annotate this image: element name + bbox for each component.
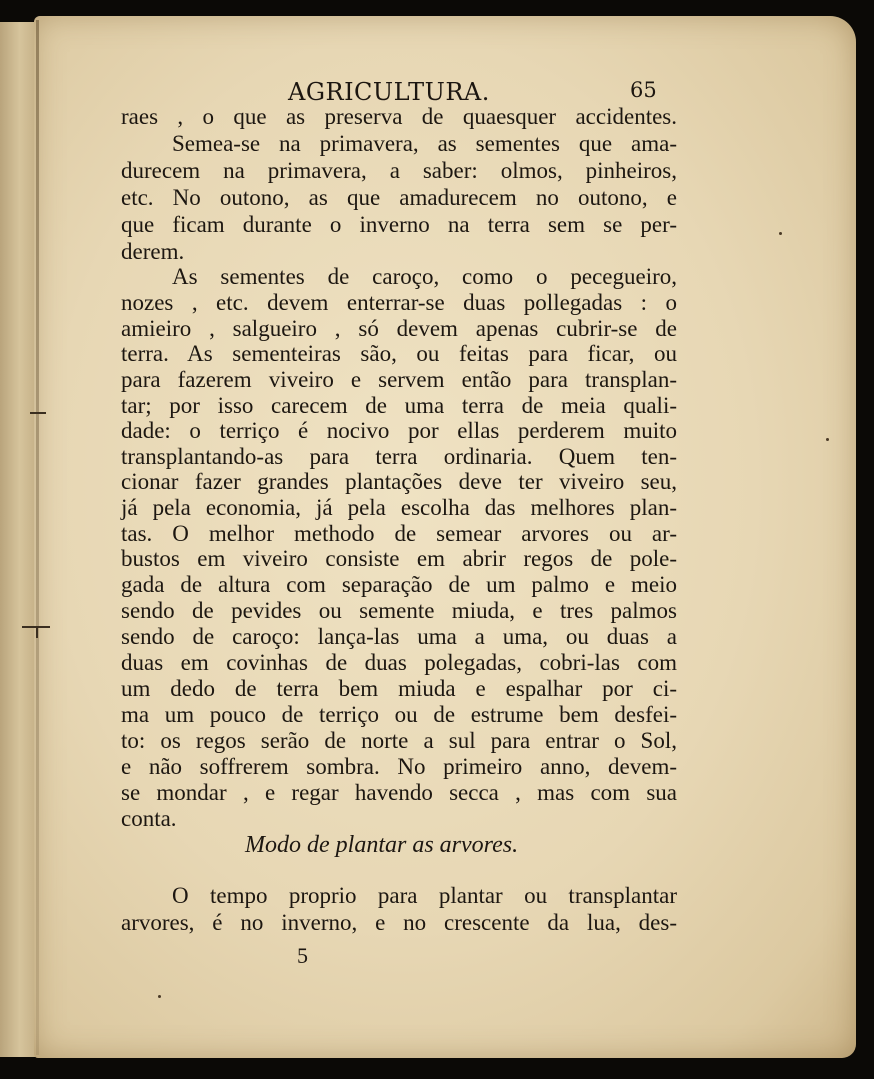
text-line: amieiro , salgueiro , só devem apenas cubrir-se de — [121, 316, 677, 341]
paper-speck — [158, 995, 161, 998]
text-line: dade: o terriço é nocivo por ellas perderem muito — [121, 418, 677, 443]
text-line: já pela economia, já pela escolha das melhores plan- — [121, 495, 677, 520]
paper-speck — [826, 438, 829, 441]
text-line: bustos em viveiro consiste em abrir regos de pole- — [121, 546, 677, 571]
text-line: um dedo de terra bem miuda e espalhar por ci- — [121, 676, 677, 701]
facing-page-edge — [0, 22, 37, 1057]
text-line: derem. — [121, 239, 185, 264]
section-heading: Modo de plantar as arvores. — [245, 832, 519, 858]
text-line: tar; por isso carecem de uma terra de meia quali- — [121, 393, 677, 418]
text-line: to: os regos serão de norte a sul para entrar o Sol, — [121, 728, 677, 753]
text-run: para fazerem viveiro e servem então para transplan- — [121, 367, 677, 392]
text-line: que ficam durante o inverno na terra sem se per- — [121, 212, 677, 237]
margin-mark — [30, 412, 46, 414]
text-line: duas em covinhas de duas polegadas, cobri-las com — [121, 650, 677, 675]
text-line: se mondar , e regar havendo secca , mas com sua — [121, 780, 677, 805]
text-line: conta. — [121, 806, 177, 831]
binding-fold — [36, 20, 39, 1055]
text-line: nozes , etc. devem enterrar-se duas pollegadas : o — [121, 290, 677, 315]
running-title: AGRICULTURA. — [288, 78, 490, 106]
text-line: etc. No outono, as que amadurecem no outono, e — [121, 185, 677, 210]
text-line: durecem na primavera, a saber: olmos, pinheiros, — [121, 158, 677, 183]
text-line: ma um pouco de terriço ou de estrume bem desfei- — [121, 702, 677, 727]
text-line: tas. O melhor methodo de semear arvores ou ar- — [121, 521, 677, 546]
text-line: arvores, é no inverno, e no crescente da lua, des- — [121, 910, 677, 935]
text-line: sendo de caroço: lança-las uma a uma, ou duas a — [121, 624, 677, 649]
text-line: e não soffrerem sombra. No primeiro anno, devem- — [121, 754, 677, 779]
text-line: sendo de pevides ou semente miuda, e tres palmos — [121, 598, 677, 623]
text-line: Semea-se na primavera, as sementes que ama- — [172, 131, 677, 156]
text-line: O tempo proprio para plantar ou transplantar — [172, 883, 677, 908]
text-line: raes , o que as preserva de quaesquer accidentes. — [121, 104, 677, 129]
signature-mark: 5 — [297, 943, 308, 968]
text-line: cionar fazer grandes plantações deve ter viveiro seu, — [121, 469, 677, 494]
paper-speck — [779, 232, 782, 235]
text-line: gada de altura com separação de um palmo e meio — [121, 572, 677, 597]
text-line: As sementes de caroço, como o pecegueiro, — [172, 264, 677, 289]
text-line: terra. As sementeiras são, ou feitas para ficar, ou — [121, 341, 677, 366]
margin-mark — [36, 628, 38, 638]
text-line — [121, 367, 677, 393]
page-number: 65 — [630, 78, 657, 102]
text-line: transplantando-as para terra ordinaria. Quem ten- — [121, 444, 677, 469]
